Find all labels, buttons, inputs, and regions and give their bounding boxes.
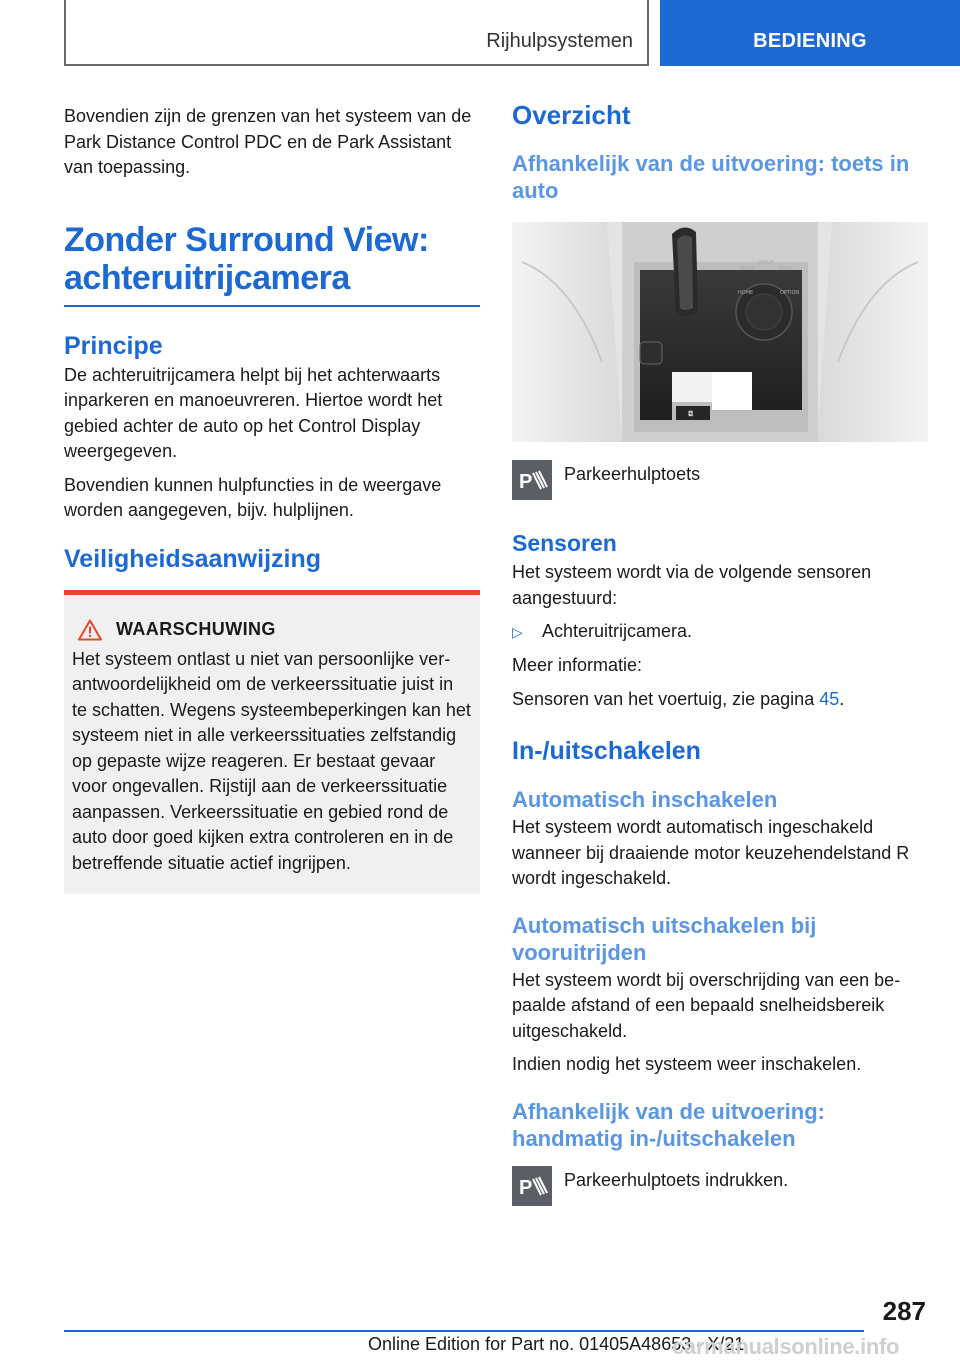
- svg-text:OPTION: OPTION: [780, 290, 800, 296]
- svg-text:HOME: HOME: [738, 290, 754, 296]
- warning-text: Het systeem ontlast u niet van persoonlijke verantwoordelijkheid om de verkeerssituatie juist in te schatten. Wegens systeembeperkingen kan het systeem niet in alle verkeerssituaties zelfstandig op gepaste wijze reageren. Er bestaat gevaar voor ongevallen. Rijstijl aan de verkeerssituatie aanpassen. Verkeerssituatie en gebied rond de auto door goed kijken extra controleren en in de betreffende situatie actief ingrijpen.: [72, 648, 471, 873]
- header-chapter-tab[interactable]: [660, 0, 960, 66]
- heading-safety: Veiligheidsaanwijzing: [64, 544, 322, 573]
- warning-box: [64, 595, 480, 895]
- auto-off-paragraph: Het systeem wordt bij overschrijding van een bepaalde afstand of een bepaald snelheidsbereik uitgeschakeld.: [512, 969, 901, 1041]
- park-assist-button-icon: [512, 1166, 552, 1206]
- manual-button-row: [512, 1166, 928, 1206]
- center-console-photo: [512, 222, 928, 442]
- manual-button-label: Parkeerhulptoets indrukken.: [564, 1169, 789, 1190]
- button-legend-label: Parkeerhulptoets: [564, 464, 701, 484]
- heading-principe: Principe: [64, 331, 163, 360]
- button-legend-row: [512, 460, 928, 500]
- heading-in-uitschakelen: In-/uitschakelen: [512, 737, 701, 765]
- svg-text:◘: ◘: [688, 410, 694, 418]
- auto-on-paragraph: Het systeem wordt automatisch ingeschakeld wanneer bij draaiende motor keuzehendelstand R wordt ingeschakeld.: [512, 817, 910, 888]
- watermark: carmanualsonline.info: [672, 1334, 900, 1359]
- more-info-label: Meer informatie:: [512, 655, 643, 675]
- header-section-box: [64, 0, 649, 66]
- heading-sensoren: Sensoren: [512, 530, 617, 556]
- svg-text:P: P: [519, 471, 533, 493]
- intro-paragraph: Bovendien zijn de grenzen van het systeem van de Park Distance Control PDC en de Park Assistant van toepassing.: [64, 106, 472, 177]
- svg-text:MODE: MODE: [740, 266, 756, 272]
- warning-header: [72, 619, 472, 641]
- park-assist-button-icon: [512, 460, 552, 500]
- sensors-reference: [512, 687, 928, 713]
- footer-edition: Online Edition for Part no. 01405A48653 - X/21: [368, 1334, 745, 1354]
- warning-title: WAARSCHUWING: [116, 619, 276, 639]
- principe-paragraph-1: De achteruitrijcamera helpt bij het achterwaarts inparkeren en manoeuvreren. Hiertoe wordt het gebied achter de auto op het Control Display weergegeven.: [64, 364, 443, 461]
- principe-paragraph-2: Bovendien kunnen hulpfuncties in de weergave worden aangegeven, bijv. hulplijnen.: [64, 474, 442, 520]
- page-number: 287: [882, 1296, 926, 1326]
- page-reference-link[interactable]: 45: [819, 688, 840, 709]
- auto-off-paragraph-2: Indien nodig het systeem weer inschakelen.: [512, 1054, 862, 1074]
- list-item: [512, 619, 928, 645]
- footer-rule: [64, 1330, 864, 1332]
- header-section-title: Rijhulpsystemen: [486, 30, 633, 52]
- bullet-triangle-icon: ▷: [512, 624, 523, 640]
- sensors-reference-text: Sensoren van het voertuig, zie pagina: [512, 688, 815, 709]
- svg-text:BACK: BACK: [778, 266, 792, 272]
- heading-overzicht: Overzicht: [512, 100, 631, 130]
- warning-triangle-icon: [78, 619, 102, 641]
- svg-text:P: P: [519, 1176, 533, 1199]
- heading-manual: Afhankelijk van de uitvoering: handmatig in-/uitschakelen: [512, 1098, 825, 1151]
- heading-auto-off: Automatisch uitschakelen bij vooruitrijden: [512, 912, 817, 965]
- right-column: [512, 100, 928, 1206]
- list-item-text: Achteruitrijcamera.: [542, 621, 693, 641]
- left-column: [64, 104, 480, 894]
- sensors-reference-end: .: [839, 688, 845, 709]
- header-chapter-label: BEDIENING: [753, 30, 867, 52]
- section-heading-rear-camera: Zonder Surround View: achteruitrijcamera: [64, 221, 480, 307]
- heading-auto-on: Automatisch inschakelen: [512, 787, 778, 812]
- heading-variant-button: Afhankelijk van de uitvoering: toets in auto: [512, 151, 910, 203]
- svg-text:DRIVE: DRIVE: [758, 260, 774, 266]
- sensors-paragraph: Het systeem wordt via de volgende sensoren aangestuurd:: [512, 562, 872, 608]
